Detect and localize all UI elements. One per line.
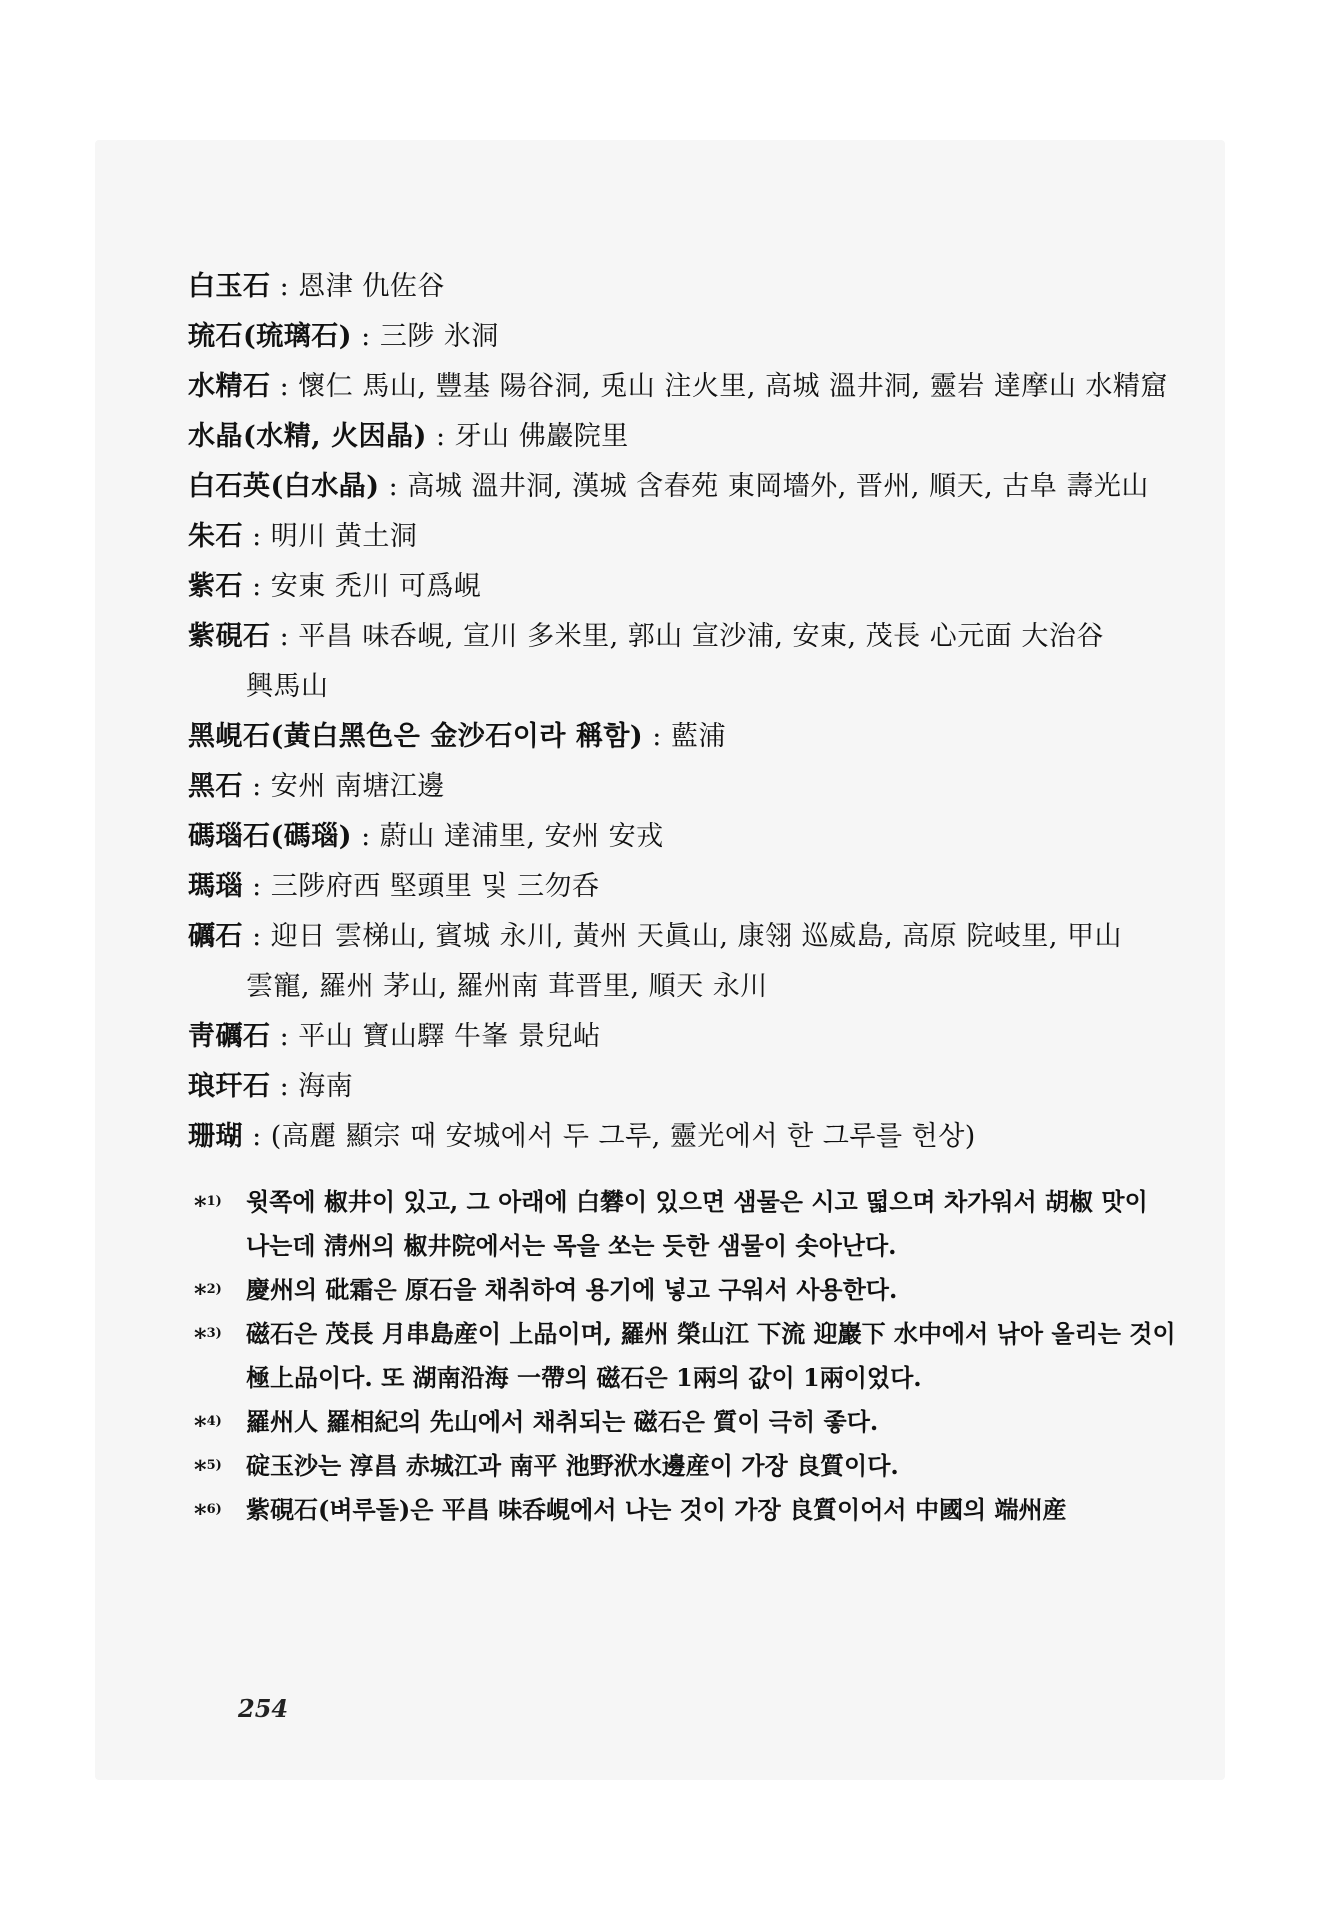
entry-item (188, 1112, 1178, 1162)
footnote-marker (194, 1268, 246, 1316)
footnote-marker (194, 1312, 246, 1360)
entry-item (188, 612, 1178, 712)
entry-term: 紫石 (188, 571, 243, 602)
entry-separator: : (270, 1021, 299, 1052)
footnote-number: 5) (206, 1458, 222, 1473)
entry-term: 珊瑚 (188, 1121, 243, 1152)
footnote-text: 羅州人 羅相紀의 先山에서 채취되는 磁石은 質이 극히 좋다. (246, 1407, 879, 1436)
entry-term: 朱石 (188, 521, 243, 552)
entry-locations: 三陟府西 堅頭里 및 三勿呑 (270, 871, 600, 902)
entry-item (188, 762, 1178, 812)
entry-item (188, 562, 1178, 612)
entry-item (188, 412, 1178, 462)
entry-separator: : (426, 421, 455, 452)
entry-separator: : (270, 621, 299, 652)
entry-item (188, 1012, 1178, 1062)
entry-locations: 安東 禿川 可爲峴 (270, 571, 482, 602)
entry-separator: : (352, 321, 380, 352)
footnote-asterisk: * (194, 1499, 207, 1528)
entry-separator: : (270, 271, 299, 302)
footnote (188, 1180, 1178, 1268)
entry-separator: : (270, 1071, 299, 1102)
footnote-marker (194, 1488, 246, 1536)
footnote-marker (194, 1444, 246, 1492)
entry-locations: 海南 (298, 1071, 354, 1102)
entry-term: 琉石(琉璃石) (188, 321, 353, 352)
entry-term: 碼瑙石(碼瑙) (188, 821, 353, 852)
footnote-text: 碇玉沙는 淳昌 赤城江과 南平 池野洑水邊産이 가장 良質이다. (246, 1451, 899, 1480)
entry-item (188, 262, 1178, 312)
entry-term: 白玉石 (188, 271, 271, 302)
entry-separator: : (352, 821, 380, 852)
entry-locations: 牙山 佛巖院里 (454, 421, 629, 452)
entry-term: 瑪瑙 (188, 871, 243, 902)
footnote-text: 윗쪽에 椒井이 있고, 그 아래에 白礬이 있으면 샘물은 시고 떫으며 차가워서 胡椒 맛이 나는데 淸州의 椒井院에서는 목을 쏘는 듯한 샘물이 솟아난다. (246, 1187, 1148, 1260)
entry-term: 靑礪石 (188, 1021, 271, 1052)
footnote-number: 4) (206, 1414, 222, 1429)
entry-locations: 迎日 雲梯山, 賓城 永川, 黃州 天眞山, 康翎 巡威島, 高原 院岐里, 甲山 雲寵, 羅州 茅山, 羅州南 茸晋里, 順天 永川 (246, 921, 1123, 1002)
entry-locations: 藍浦 (670, 721, 726, 752)
entry-separator: : (243, 871, 271, 902)
footnote-number: 1) (206, 1194, 222, 1209)
entry-item (188, 512, 1178, 562)
footnote-asterisk: * (194, 1411, 207, 1440)
entry-term: 黑石 (188, 771, 243, 802)
entry-term: 琅玕石 (188, 1071, 271, 1102)
entry-locations: 明川 黄土洞 (270, 521, 418, 552)
entry-separator: : (243, 771, 271, 802)
entry-separator: : (243, 521, 271, 552)
entry-locations: 平昌 味呑峴, 宣川 多米里, 郭山 宣沙浦, 安東, 茂長 心元面 大治谷 興馬山 (246, 621, 1104, 702)
entry-separator: : (270, 371, 299, 402)
footnote-asterisk: * (194, 1323, 207, 1352)
footnote (188, 1312, 1178, 1400)
page-number: 254 (238, 1694, 289, 1723)
entry-list (188, 262, 1178, 1162)
entry-separator: : (243, 921, 271, 952)
entry-locations: 恩津 仇佐谷 (298, 271, 445, 302)
footnote-marker (194, 1400, 246, 1448)
entry-item (188, 362, 1178, 412)
footnote-text: 紫硯石(벼루돌)은 平昌 味呑峴에서 나는 것이 가장 良質이어서 中國의 端州産 (246, 1495, 1067, 1524)
entry-item (188, 712, 1178, 762)
footnote (188, 1400, 1178, 1444)
footnote-asterisk: * (194, 1191, 207, 1220)
footnote (188, 1268, 1178, 1312)
entry-separator: : (243, 1121, 271, 1152)
entry-separator: : (379, 471, 408, 502)
entry-locations: 安州 南塘江邊 (270, 771, 445, 802)
entry-item (188, 312, 1178, 362)
entry-term: 黑峴石(黃白黑色은 金沙石이라 稱함) (188, 721, 644, 752)
main-text (188, 262, 1178, 1532)
entry-locations: (高麗 顯宗 때 安城에서 두 그루, 靈光에서 한 그루를 헌상) (270, 1121, 976, 1152)
footnote-asterisk: * (194, 1279, 207, 1308)
footnote (188, 1444, 1178, 1488)
footnote-text: 磁石은 茂長 月串島産이 上品이며, 羅州 榮山江 下流 迎巖下 水中에서 낚아 올리는 것이 極上品이다. 또 湖南沿海 一帶의 磁石은 1兩의 값이 1兩이었다. (246, 1319, 1176, 1392)
footnote-text: 慶州의 砒霜은 原石을 채취하여 용기에 넣고 구워서 사용한다. (246, 1275, 898, 1304)
footnote-asterisk: * (194, 1455, 207, 1484)
entry-locations: 高城 溫井洞, 漢城 含春苑 東岡墻外, 晋州, 順天, 古阜 壽光山 (407, 471, 1149, 502)
footnote (188, 1488, 1178, 1532)
entry-locations: 懷仁 馬山, 豐基 陽谷洞, 兎山 注火里, 高城 溫井洞, 靈岩 達摩山 水精窟 (298, 371, 1168, 402)
entry-item (188, 912, 1178, 1012)
footnote-list (188, 1180, 1178, 1532)
entry-item (188, 462, 1178, 512)
entry-term: 礪石 (188, 921, 243, 952)
entry-item (188, 1062, 1178, 1112)
footnote-number: 3) (206, 1326, 222, 1341)
entry-locations: 蔚山 達浦里, 安州 安戎 (379, 821, 664, 852)
entry-term: 水精石 (188, 371, 271, 402)
entry-separator: : (243, 571, 271, 602)
footnote-number: 2) (206, 1282, 222, 1297)
entry-term: 紫硯石 (188, 621, 271, 652)
entry-item (188, 862, 1178, 912)
entry-locations: 平山 寶山驛 牛峯 景兒岾 (298, 1021, 601, 1052)
entry-term: 水晶(水精, 火因晶) (188, 421, 427, 452)
entry-locations: 三陟 氷洞 (379, 321, 499, 352)
entry-separator: : (643, 721, 671, 752)
footnote-number: 6) (206, 1502, 222, 1517)
entry-term: 白石英(白水晶) (188, 471, 380, 502)
footnote-marker (194, 1180, 246, 1228)
entry-item (188, 812, 1178, 862)
